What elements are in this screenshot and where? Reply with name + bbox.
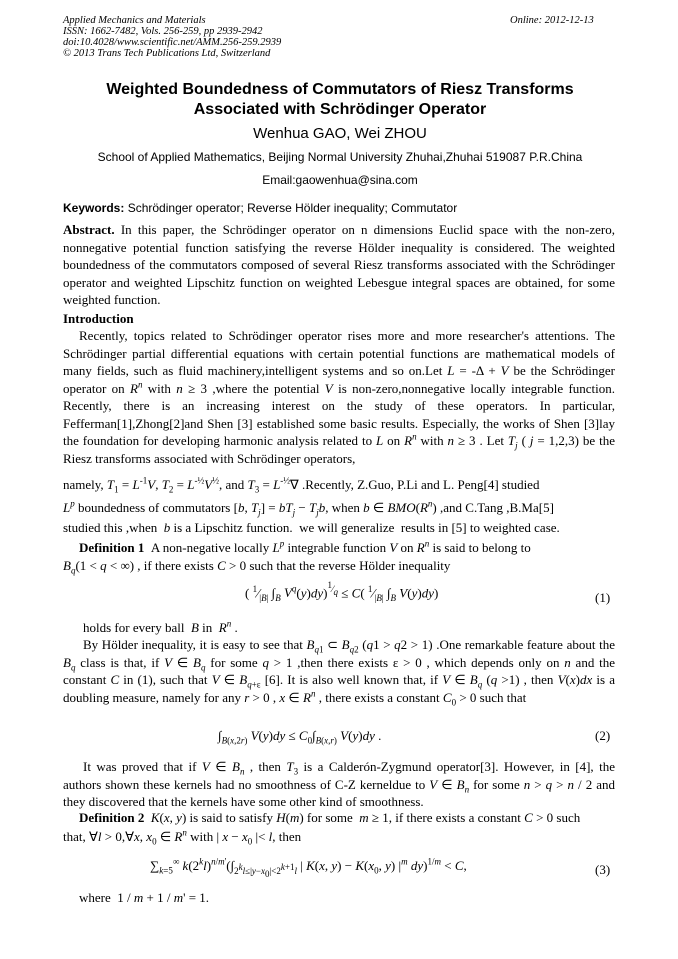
riesz-definitions-line: namely, $T_1 = L^{-1}V$, $T_2 = L^{-\frac{1}{2}}V^{\frac{1}{2}}$, and $T_3 = L^{-\frac{1}{2}}\nabla$ .Recently, Z.Guo, P.Li and L. Peng[4] studied <box>63 475 540 495</box>
abstract-text: In this paper, the Schrödinger operator on n dimensions Euclid space with the non-zero, nonnegative potential function satisfying the reverse Hölder inequality is considered. The weighted boundedness of the commutators composed of several Riesz transforms associated with the Schrödinger operator and weighted Lipschitz function on weighted Lebesgue integral spaces are obtained, for some weighted function. <box>63 222 616 307</box>
definition-1: Definition 1 A non-negative locally $L^p$ integrable function V on $R^n$ is said to belong to <box>79 538 531 555</box>
paper-title-line1: Weighted Boundedness of Commutators of Riesz Transforms <box>106 81 574 98</box>
definition-2: Definition 2 K(x, y) is said to satisfy H(m) for some m ≥ 1, if there exists a constant C > 0 such <box>79 810 581 825</box>
online-date: Online: 2012-12-13 <box>510 15 594 26</box>
intro-paragraph-1: Recently, topics related to Schrödinger operator rises more and more researcher's attentions. The Schrödinger partial differential equations with certain potential functions are mathematical models of many fields, such as fluid machinery,intelligent systems and so on.Let L = -Δ + V be the Schrödinger operator on $R^n$ with n ≥ 3 ,where the potential V is non-zero,nonnegative locally integrable function. Recently, there is an increasing interest on the study of these operators. In particular, Fefferman[1],Zhong[2]and Shen [3] established some basic results. Especially, the works of Shen [3]lay the foundation for developing harmonic analysis related to L on $R^n$ with n ≥ 3 . Let $T_j$ ( j = 1,2,3) be the Riesz transforms associated with Schrödinger operators, <box>63 328 616 466</box>
abstract <box>63 221 615 309</box>
conjugate-exponent-line: where 1 / m + 1 / m' = 1. <box>79 890 210 905</box>
journal-name: Applied Mechanics and Materials <box>63 15 206 26</box>
keywords <box>63 201 623 215</box>
issn-line: ISSN: 1662-7482, Vols. 256-259, pp 2939-2942 <box>63 26 263 37</box>
abstract-label: Abstract. <box>63 222 115 237</box>
holder-paragraph: By Hölder inequality, it is easy to see that $B_{q1}$ ⊂ $B_{q2}$ (q1 > q2 > 1) .One remarkable feature about the $B_q$ class is that, if V ∈ $B_q$ for some q > 1 ,then there exists ε > 0 , which depends only on n and the constant C in (1), such that V ∈ $B_{q+\varepsilon}$ [6]. It is also well known that, if V ∈ $B_q$ (q >1) , then V(x)dx is a doubling measure, namely for any r > 0 , x ∈ $R^n$ , there exists a constant $C_0 > 0$ such that <box>63 637 616 708</box>
holds-line: holds for every ball B in $R^n$ . <box>83 618 238 635</box>
lipschitz-line: studied this ,when b is a Lipschitz function. we will generalize results in [5] to weighted case. <box>63 520 560 535</box>
authors: Wenhua GAO, Wei ZHOU <box>253 125 427 142</box>
equation-1-number: (1) <box>595 590 611 605</box>
lp-boundedness-line: $L^p$ boundedness of commutators [b, $T_j] = bT_j - T_jb$, when b ∈ $BMO(R^n)$ ,and C.Tang ,B.Ma[5] <box>63 498 554 518</box>
paper-title-line2: Associated with Schrödinger Operator <box>193 101 487 118</box>
equation-3: $\sum_{k=5}^\infty$ $k(2^kl)^{n/m'}(\int_{2^kl\le|y-x_0|<2^{k+1}l}$ | K(x, $y) - K(x_0$, y) $|^m$ dy)$^{1/m}$ < C, <box>150 856 467 879</box>
calderon-paragraph: It was proved that if V ∈ $B_n$ , then $T_3$ is a Calderón-Zygmund operator[3]. However, in [4], the authors shown these kernels had no smoothness of C-Z kerneldue to V ∈ $B_n$ for some n > q > n / 2 and they discovered that the kernels have some other kind of smoothness. <box>63 759 615 809</box>
copyright-line: © 2013 Trans Tech Publications Ltd, Switzerland <box>63 48 271 59</box>
equation-2: $\int_{B(x,2r)}$ $V(y)dy \le C_0\int_{B(x,r)}$ V(y)dy . <box>218 728 382 746</box>
def1-label: Definition 1 <box>79 540 145 555</box>
keywords-text: Schrödinger operator; Reverse Hölder inequality; Commutator <box>127 201 458 215</box>
affiliation: School of Applied Mathematics, Beijing Normal University Zhuhai,Zhuhai 519087 P.R.China <box>97 150 583 164</box>
equation-2-number: (2) <box>595 728 611 743</box>
intro-p1-text: Recently, topics related to Schrödinger operator rises more and more researcher's attentions. The Schrödinger partial differential equations with certain potential functions are mathematical models of many fields, such as fluid machinery,intelligent systems and so on. <box>63 328 615 378</box>
definition-1-cont: $B_q(1 < q$ < ∞) , if there exists C > 0 such that the reverse Hölder inequality <box>63 558 451 576</box>
email: Email:gaowenhua@sina.com <box>262 173 418 187</box>
keywords-label: Keywords: <box>63 201 125 215</box>
equation-1: ( $^1⁄_{|B|}$ $\int_B$ $V^q(y)dy)^{^1⁄_q} \le C$( $^1⁄_{|B|}$ $\int_B$ V(y)dy) <box>245 580 439 603</box>
doi-line: doi:10.4028/www.scientific.net/AMM.256-259.2939 <box>63 37 282 48</box>
def2-label: Definition 2 <box>79 810 145 825</box>
intro-heading: Introduction <box>63 311 134 326</box>
definition-2-cont: that, ∀l > 0,∀x, $x_0$ ∈ $R^n$ with | $x - x_0$ |< l, then <box>63 827 302 847</box>
equation-3-number: (3) <box>595 862 611 877</box>
